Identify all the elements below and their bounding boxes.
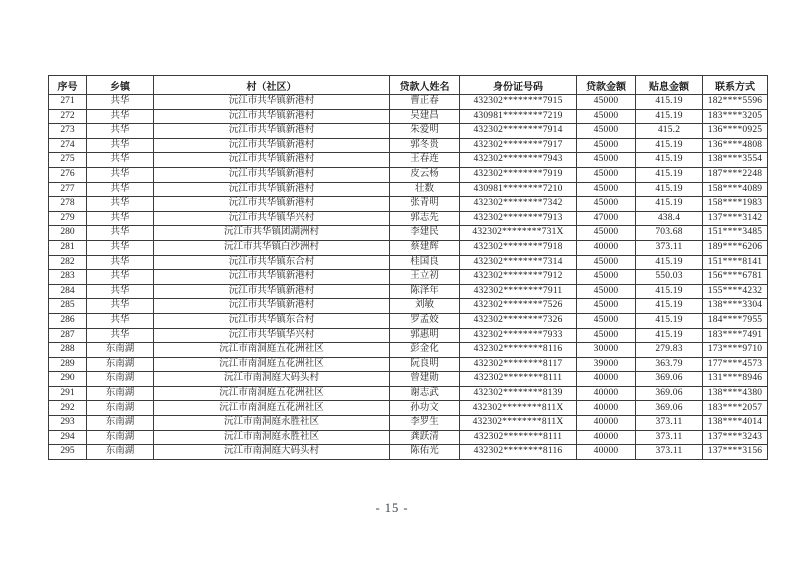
cell-borrower-name: 张青明 [390,197,460,212]
cell-borrower-name: 孙功文 [390,401,460,416]
cell-village: 沅江市共华镇新港村 [154,153,390,168]
cell-serial: 274 [49,138,87,153]
cell-id-number: 432302********8116 [460,343,577,358]
cell-township: 共华 [87,109,154,124]
cell-loan-amount: 45000 [577,299,636,314]
cell-village: 沅江市共华镇新港村 [154,95,390,110]
cell-loan-amount: 40000 [577,416,636,431]
col-header-subsidy-amount: 贴息金额 [636,76,703,95]
cell-township: 东南湖 [87,401,154,416]
cell-loan-amount: 45000 [577,284,636,299]
cell-loan-amount: 39000 [577,357,636,372]
cell-township: 共华 [87,226,154,241]
cell-borrower-name: 蔡建辉 [390,240,460,255]
cell-serial: 276 [49,167,87,182]
cell-loan-amount: 40000 [577,430,636,445]
cell-borrower-name: 朱爱明 [390,124,460,139]
cell-subsidy-amount: 373.11 [636,240,703,255]
cell-contact: 177****4573 [703,357,768,372]
table-header [49,76,768,95]
cell-township: 共华 [87,167,154,182]
col-header-serial: 序号 [49,76,87,95]
cell-serial: 286 [49,313,87,328]
cell-serial: 272 [49,109,87,124]
cell-village: 沅江市共华镇团湖洲村 [154,226,390,241]
cell-contact: 137****3243 [703,430,768,445]
cell-subsidy-amount: 415.19 [636,197,703,212]
cell-township: 共华 [87,95,154,110]
cell-subsidy-amount: 369.06 [636,401,703,416]
cell-borrower-name: 郭冬贵 [390,138,460,153]
cell-borrower-name: 谢志武 [390,386,460,401]
cell-subsidy-amount: 550.03 [636,270,703,285]
cell-village: 沅江市南洞庭永胜社区 [154,416,390,431]
header-row [49,76,768,95]
cell-borrower-name: 罗孟姣 [390,313,460,328]
col-header-loan-amount: 贷款金额 [577,76,636,95]
cell-id-number: 432302********8111 [460,372,577,387]
cell-id-number: 430981********7219 [460,109,577,124]
cell-village: 沅江市南洞庭五花洲社区 [154,386,390,401]
table-row [49,270,768,285]
cell-subsidy-amount: 279.83 [636,343,703,358]
cell-borrower-name: 阮良明 [390,357,460,372]
cell-loan-amount: 40000 [577,445,636,460]
cell-subsidy-amount: 415.19 [636,313,703,328]
cell-id-number: 432302********7342 [460,197,577,212]
table-row [49,255,768,270]
cell-contact: 136****4808 [703,138,768,153]
cell-borrower-name: 王立初 [390,270,460,285]
cell-subsidy-amount: 373.11 [636,416,703,431]
cell-contact: 151****3485 [703,226,768,241]
cell-township: 共华 [87,197,154,212]
cell-contact: 155****4232 [703,284,768,299]
cell-township: 共华 [87,270,154,285]
cell-serial: 289 [49,357,87,372]
cell-village: 沅江市南洞庭大码头村 [154,372,390,387]
table-row [49,445,768,460]
cell-id-number: 432302********7314 [460,255,577,270]
cell-township: 共华 [87,328,154,343]
cell-township: 共华 [87,124,154,139]
table-row [49,95,768,110]
cell-serial: 287 [49,328,87,343]
cell-id-number: 432302********7918 [460,240,577,255]
cell-contact: 156****6781 [703,270,768,285]
cell-subsidy-amount: 415.19 [636,95,703,110]
cell-serial: 292 [49,401,87,416]
cell-loan-amount: 47000 [577,211,636,226]
cell-contact: 183****7491 [703,328,768,343]
cell-contact: 138****3554 [703,153,768,168]
cell-contact: 182****5596 [703,95,768,110]
table-row [49,138,768,153]
cell-id-number: 432302********7943 [460,153,577,168]
cell-loan-amount: 45000 [577,124,636,139]
cell-village: 沅江市共华镇新港村 [154,167,390,182]
cell-contact: 158****1983 [703,197,768,212]
cell-borrower-name: 彭金化 [390,343,460,358]
cell-contact: 138****4380 [703,386,768,401]
cell-borrower-name: 桂国良 [390,255,460,270]
cell-township: 共华 [87,182,154,197]
table-row [49,328,768,343]
cell-township: 东南湖 [87,372,154,387]
cell-id-number: 432302********8139 [460,386,577,401]
cell-village: 沅江市共华镇东合村 [154,313,390,328]
cell-village: 沅江市南洞庭永胜社区 [154,430,390,445]
cell-contact: 158****4089 [703,182,768,197]
col-header-contact: 联系方式 [703,76,768,95]
table-row [49,167,768,182]
cell-subsidy-amount: 703.68 [636,226,703,241]
cell-contact: 187****2248 [703,167,768,182]
cell-village: 沅江市共华镇华兴村 [154,328,390,343]
cell-id-number: 432302********7915 [460,95,577,110]
cell-id-number: 432302********811X [460,416,577,431]
cell-serial: 294 [49,430,87,445]
cell-village: 沅江市共华镇新港村 [154,197,390,212]
cell-village: 沅江市共华镇新港村 [154,299,390,314]
cell-subsidy-amount: 373.11 [636,445,703,460]
col-header-village: 村（社区） [154,76,390,95]
cell-id-number: 432302********7326 [460,313,577,328]
cell-borrower-name: 刘敏 [390,299,460,314]
cell-township: 东南湖 [87,445,154,460]
table-row [49,153,768,168]
cell-serial: 288 [49,343,87,358]
cell-loan-amount: 45000 [577,313,636,328]
cell-borrower-name: 李建民 [390,226,460,241]
cell-subsidy-amount: 415.19 [636,138,703,153]
cell-township: 共华 [87,255,154,270]
cell-borrower-name: 陈泽年 [390,284,460,299]
cell-loan-amount: 40000 [577,240,636,255]
cell-id-number: 432302********8111 [460,430,577,445]
cell-subsidy-amount: 415.19 [636,153,703,168]
table-row [49,386,768,401]
table-row [49,401,768,416]
cell-village: 沅江市南洞庭五花洲社区 [154,401,390,416]
loan-subsidy-table [48,75,767,460]
cell-loan-amount: 45000 [577,226,636,241]
cell-subsidy-amount: 369.06 [636,372,703,387]
table-row [49,109,768,124]
cell-borrower-name: 吴建昌 [390,109,460,124]
cell-loan-amount: 45000 [577,153,636,168]
cell-loan-amount: 45000 [577,182,636,197]
cell-village: 沅江市南洞庭五花洲社区 [154,357,390,372]
cell-village: 沅江市共华镇新港村 [154,270,390,285]
table-row [49,284,768,299]
cell-id-number: 432302********7919 [460,167,577,182]
cell-contact: 189****6206 [703,240,768,255]
cell-contact: 151****8141 [703,255,768,270]
cell-loan-amount: 45000 [577,138,636,153]
cell-id-number: 432302********7933 [460,328,577,343]
table-row [49,372,768,387]
cell-village: 沅江市共华镇华兴村 [154,211,390,226]
cell-subsidy-amount: 415.19 [636,109,703,124]
cell-contact: 173****9710 [703,343,768,358]
cell-village: 沅江市南洞庭大码头村 [154,445,390,460]
cell-contact: 137****3142 [703,211,768,226]
cell-serial: 293 [49,416,87,431]
cell-serial: 280 [49,226,87,241]
cell-village: 沅江市共华镇新港村 [154,109,390,124]
cell-serial: 282 [49,255,87,270]
table-row [49,124,768,139]
table-row [49,299,768,314]
cell-serial: 284 [49,284,87,299]
cell-serial: 273 [49,124,87,139]
cell-contact: 131****8946 [703,372,768,387]
cell-contact: 136****0925 [703,124,768,139]
table-row [49,430,768,445]
cell-village: 沅江市南洞庭五花洲社区 [154,343,390,358]
cell-township: 东南湖 [87,343,154,358]
cell-id-number: 432302********8117 [460,357,577,372]
cell-subsidy-amount: 369.06 [636,386,703,401]
cell-subsidy-amount: 373.11 [636,430,703,445]
cell-borrower-name: 郭志先 [390,211,460,226]
cell-township: 共华 [87,138,154,153]
cell-id-number: 432302********7913 [460,211,577,226]
table-row [49,182,768,197]
cell-loan-amount: 45000 [577,197,636,212]
cell-contact: 183****3205 [703,109,768,124]
cell-borrower-name: 曾建勋 [390,372,460,387]
cell-contact: 184****7955 [703,313,768,328]
cell-id-number: 432302********7914 [460,124,577,139]
cell-village: 沅江市共华镇新港村 [154,284,390,299]
page-number: - 15 - [375,501,409,515]
cell-township: 共华 [87,211,154,226]
table-row [49,313,768,328]
cell-subsidy-amount: 363.79 [636,357,703,372]
table-row [49,226,768,241]
cell-serial: 275 [49,153,87,168]
table-row [49,416,768,431]
cell-subsidy-amount: 415.19 [636,328,703,343]
cell-loan-amount: 45000 [577,109,636,124]
table-row [49,240,768,255]
table-row [49,197,768,212]
cell-borrower-name: 陈佑光 [390,445,460,460]
table-row [49,357,768,372]
col-header-township: 乡镇 [87,76,154,95]
cell-contact: 137****3156 [703,445,768,460]
cell-serial: 290 [49,372,87,387]
cell-subsidy-amount: 415.19 [636,299,703,314]
cell-serial: 295 [49,445,87,460]
cell-borrower-name: 王春连 [390,153,460,168]
cell-village: 沅江市共华镇东合村 [154,255,390,270]
cell-village: 沅江市共华镇新港村 [154,182,390,197]
cell-loan-amount: 30000 [577,343,636,358]
cell-borrower-name: 曹正春 [390,95,460,110]
cell-township: 东南湖 [87,357,154,372]
cell-serial: 283 [49,270,87,285]
cell-township: 共华 [87,153,154,168]
cell-id-number: 432302********7912 [460,270,577,285]
cell-id-number: 432302********731X [460,226,577,241]
cell-id-number: 432302********7526 [460,299,577,314]
col-header-id-number: 身份证号码 [460,76,577,95]
cell-subsidy-amount: 415.2 [636,124,703,139]
cell-contact: 183****2057 [703,401,768,416]
cell-loan-amount: 45000 [577,255,636,270]
cell-subsidy-amount: 415.19 [636,182,703,197]
cell-borrower-name: 李罗生 [390,416,460,431]
cell-subsidy-amount: 415.19 [636,284,703,299]
cell-serial: 291 [49,386,87,401]
cell-serial: 271 [49,95,87,110]
cell-id-number: 432302********811X [460,401,577,416]
cell-township: 共华 [87,313,154,328]
loan-table [48,75,768,460]
cell-loan-amount: 40000 [577,401,636,416]
cell-id-number: 432302********8116 [460,445,577,460]
cell-township: 共华 [87,284,154,299]
cell-serial: 277 [49,182,87,197]
cell-loan-amount: 45000 [577,95,636,110]
table-row [49,211,768,226]
cell-township: 东南湖 [87,416,154,431]
cell-serial: 281 [49,240,87,255]
cell-loan-amount: 45000 [577,270,636,285]
cell-contact: 138****4014 [703,416,768,431]
cell-loan-amount: 40000 [577,386,636,401]
cell-village: 沅江市共华镇新港村 [154,138,390,153]
cell-township: 共华 [87,299,154,314]
cell-township: 东南湖 [87,430,154,445]
cell-loan-amount: 40000 [577,372,636,387]
col-header-borrower-name: 贷款人姓名 [390,76,460,95]
cell-contact: 138****3304 [703,299,768,314]
cell-village: 沅江市共华镇新港村 [154,124,390,139]
cell-loan-amount: 45000 [577,328,636,343]
cell-subsidy-amount: 415.19 [636,255,703,270]
cell-serial: 278 [49,197,87,212]
cell-serial: 279 [49,211,87,226]
cell-township: 共华 [87,240,154,255]
cell-borrower-name: 皮云杨 [390,167,460,182]
cell-id-number: 430981********7210 [460,182,577,197]
cell-id-number: 432302********7917 [460,138,577,153]
cell-borrower-name: 龚跃清 [390,430,460,445]
cell-serial: 285 [49,299,87,314]
table-row [49,343,768,358]
cell-borrower-name: 郭惠明 [390,328,460,343]
cell-subsidy-amount: 438.4 [636,211,703,226]
cell-village: 沅江市共华镇白沙洲村 [154,240,390,255]
cell-loan-amount: 45000 [577,167,636,182]
cell-id-number: 432302********7911 [460,284,577,299]
cell-township: 东南湖 [87,386,154,401]
table-body [49,95,768,460]
cell-borrower-name: 壮数 [390,182,460,197]
cell-subsidy-amount: 415.19 [636,167,703,182]
